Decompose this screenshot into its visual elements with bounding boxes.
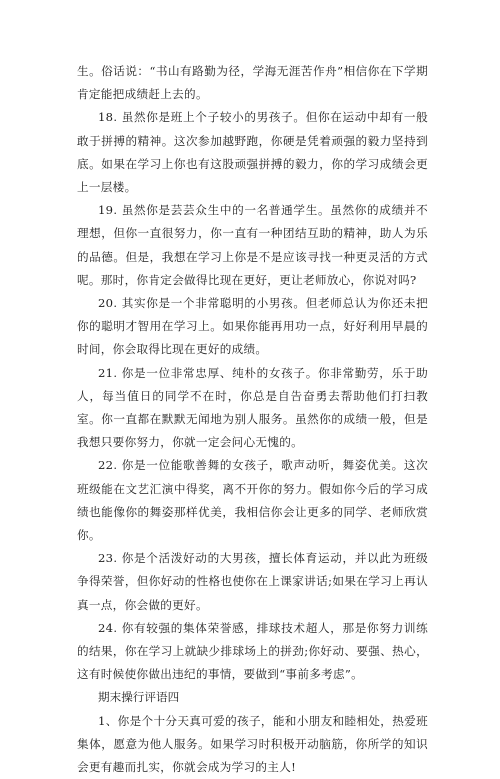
- paragraph-24: 24. 你有较强的集体荣誉感，排球技术超人，那是你努力训练的结果，你在学习上就缺少排球场上的拼劲;你好动、要强、热心，这有时候使你做出违纪的事情，要做到“事前多考虑”。: [77, 620, 428, 682]
- paragraph-22: 22. 你是一位能歌善舞的女孩子，歌声动听，舞姿优美。这次班级能在文艺汇演中得奖，离不开你的努力。假如你今后的学习成绩也能像你的舞姿那样优美，我相信你会让更多的同学、老师欣赏你。: [77, 458, 428, 543]
- paragraph-20: 20. 其实你是一个非常聪明的小男孩。但老师总认为你还未把你的聪明才智用在学习上。如果你能再用功一点，好好利用早晨的时间，你会取得比现在更好的成绩。: [77, 296, 428, 357]
- paragraph-21: 21. 你是一位非常忠厚、纯朴的女孩子。你非常勤劳，乐于助人，每当值日的同学不在时，你总是自告奋勇去帮助他们打扫教室。你一直都在默默无闻地为别人服务。虽然你的成绩一般，但是我想只要你努力，你就一定会问心无愧的。: [77, 365, 428, 450]
- paragraph-23: 23. 你是个活泼好动的大男孩，擅长体育运动，并以此为班级争得荣誉，但你好动的性格也使你在上课家讲话;如果在学习上再认真一点，你会做的更好。: [77, 551, 428, 612]
- paragraph-18: 18. 虽然你是班上个子较小的男孩子。但你在运动中却有一般敢于拼搏的精神。这次参加越野跑，你硬是凭着顽强的毅力坚持到底。如果在学习上你也有这股顽强拼搏的毅力，你的学习成绩会更上一层楼。: [77, 110, 428, 195]
- paragraph-1: 1、你是个十分天真可爱的孩子，能和小朋友和睦相处，热爱班集体，愿意为他人服务。如果学习时积极开动脑筋，你所学的知识会更有趣而扎实，你就会成为学习的主人!: [77, 713, 428, 775]
- paragraph-continuation: 生。俗话说：“书山有路勤为径，学海无涯苦作舟”相信你在下学期肯定能把成绩赶上去的。: [77, 64, 428, 102]
- section-heading: 期末操行评语四: [98, 690, 180, 705]
- document-body: [77, 60, 428, 779]
- paragraph-19: 19. 虽然你是芸芸众生中的一名普通学生。虽然你的成绩并不理想，但你一直很努力，你一直有一种团结互助的精神，助人为乐的品德。但是，我想在学习上你是不是应该寻找一种更灵活的方式呢。那时，你肯定会做得比现在更好，更让老师放心，你说对吗?: [77, 203, 428, 287]
